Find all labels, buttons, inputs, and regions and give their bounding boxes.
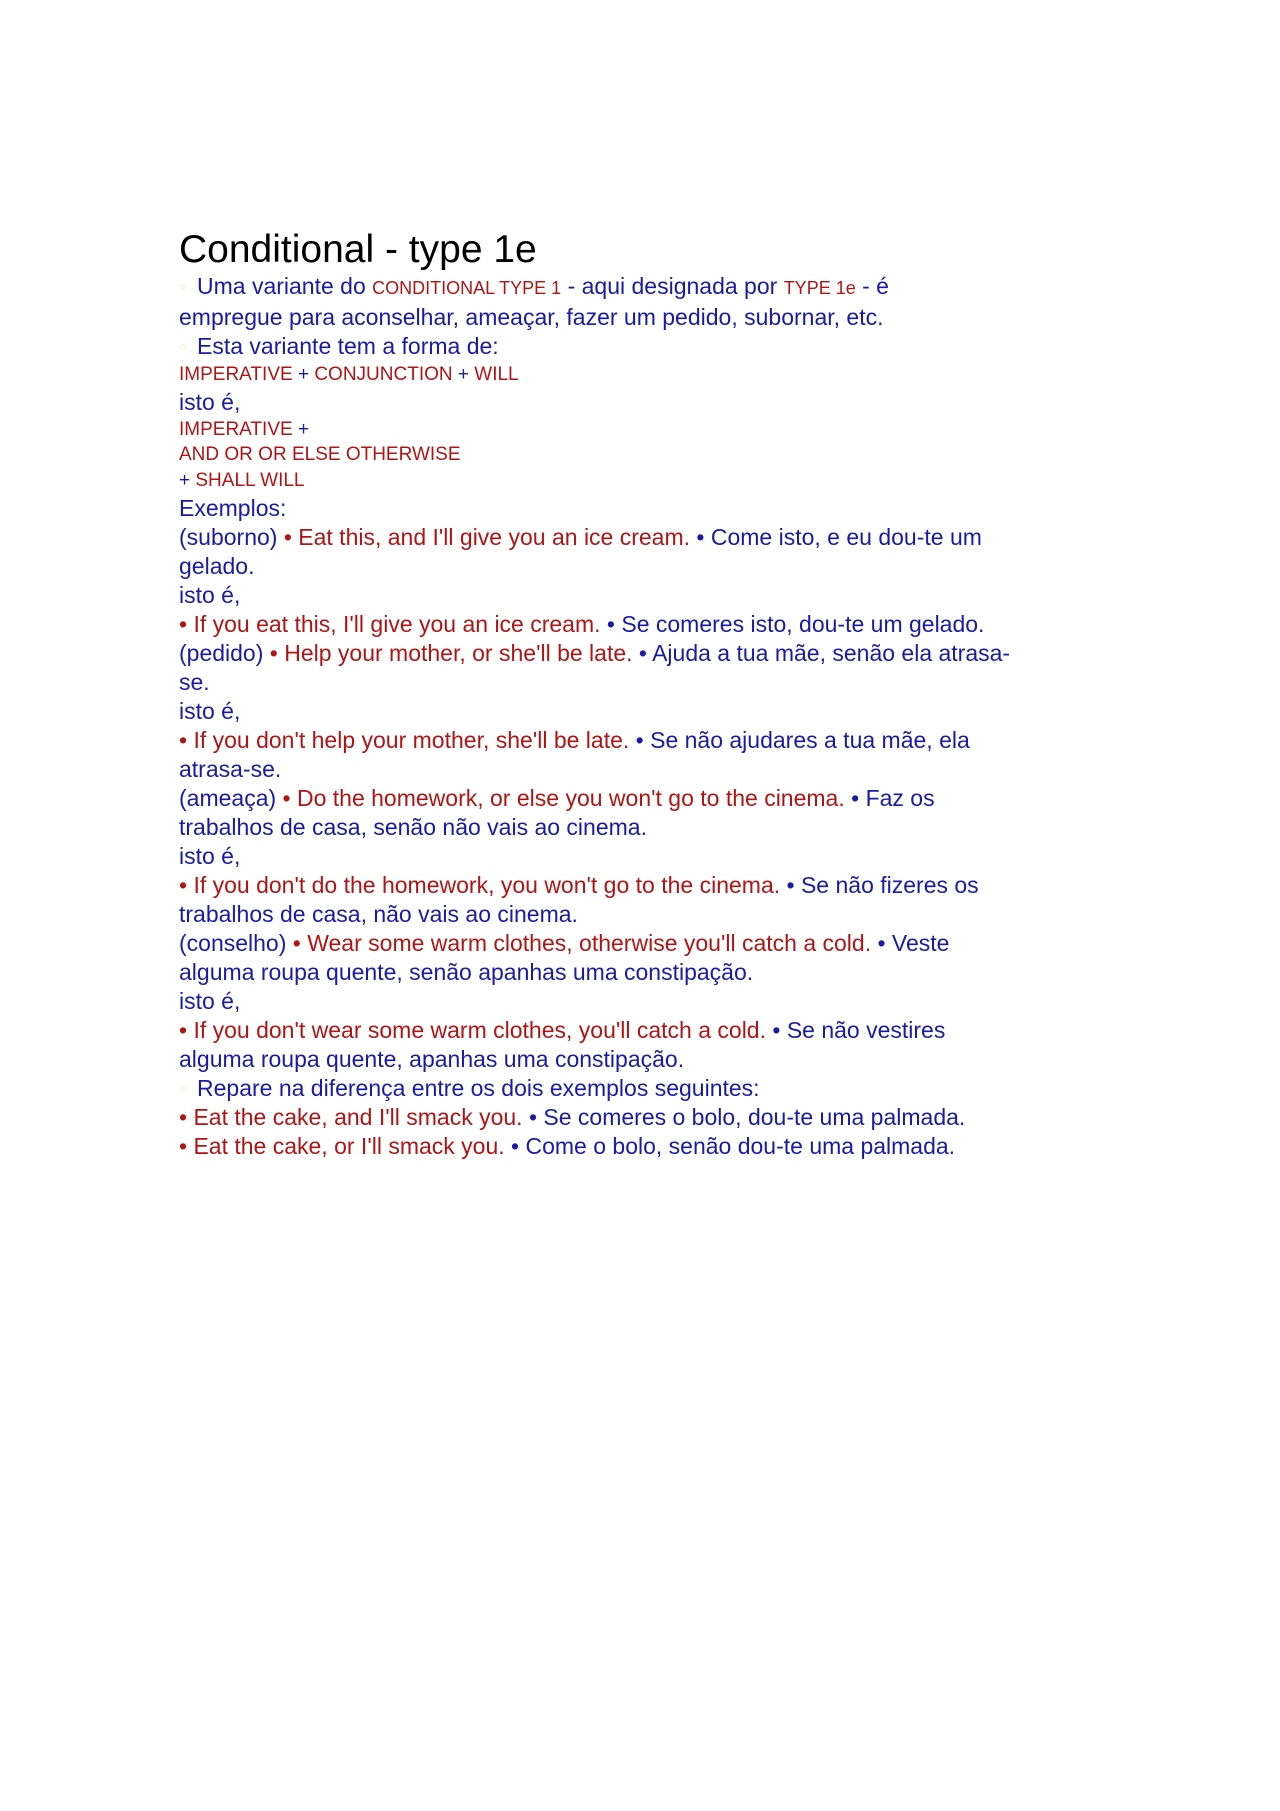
isto-e: isto é, [179,389,241,415]
isto-e: isto é, [179,988,241,1014]
bullet-marker: ◦ [179,333,188,359]
example-and: • Eat the cake, and I'll smack you. • Se comeres o bolo, dou-te uma palmada. [179,1104,966,1130]
isto-e: isto é, [179,843,241,869]
example-ameaca: (ameaça) • Do the homework, or else you won't go to the cinema. • Faz os trabalhos de casa, senão não vais ao cinema. [179,785,935,840]
document-page [179,226,1099,1161]
form-intro: ◦ Esta variante tem a forma de: [179,333,499,359]
page-title: Conditional - type 1e [179,228,537,271]
example-or: • Eat the cake, or I'll smack you. • Come o bolo, senão dou-te uma palmada. [179,1133,956,1159]
example-pedido: (pedido) • Help your mother, or she'll be late. • Ajuda a tua mãe, senão ela atrasa- se. [179,640,1011,695]
difference-note: ◦ Repare na diferença entre os dois exemplos seguintes: [179,1075,760,1101]
example-conselho: (conselho) • Wear some warm clothes, otherwise you'll catch a cold. • Veste alguma roupa quente, senão apanhas uma constipação. [179,930,950,985]
example-ameaca-conditional: • If you don't do the homework, you won't go to the cinema. • Se não fizeres os trabalhos de casa, não vais ao cinema. [179,872,979,927]
examples-heading: Exemplos: [179,495,287,521]
example-conselho-conditional: • If you don't wear some warm clothes, you'll catch a cold. • Se não vestires alguma roupa quente, apanhas uma constipação. [179,1017,946,1072]
intro-paragraph: ◦ Uma variante do CONDITIONAL TYPE 1 - aqui designada por TYPE 1e - é empregue para aconselhar, ameaçar, fazer um pedido, subornar, etc. [179,273,889,330]
example-pedido-conditional: • If you don't help your mother, she'll be late. • Se não ajudares a tua mãe, ela atrasa-se. [179,727,970,782]
formula-expanded-modals: + SHALL WILL [179,470,305,491]
isto-e: isto é, [179,698,241,724]
bullet-marker: ◦ [179,273,188,299]
bullet-marker: ◦ [179,1075,188,1101]
isto-e: isto é, [179,582,241,608]
formula-line: IMPERATIVE + CONJUNCTION + WILL [179,364,519,385]
example-suborno: (suborno) • Eat this, and I'll give you an ice cream. • Come isto, e eu dou-te um gelado. [179,524,982,579]
formula-expanded-conjunctions: AND OR OR ELSE OTHERWISE [179,444,461,465]
example-suborno-conditional: • If you eat this, I'll give you an ice cream. • Se comeres isto, dou-te um gelado. [179,611,985,637]
formula-expanded-imperative: IMPERATIVE + [179,419,310,440]
